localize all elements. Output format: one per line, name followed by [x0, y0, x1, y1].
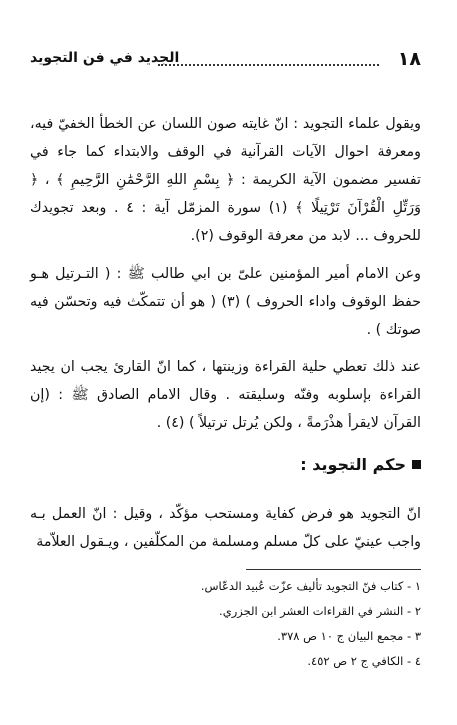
footnote-2: ٢ - النشر في القراءات العشر ابن الجزري.: [219, 604, 421, 618]
footnote-3: ٣ - مجمع البيان ج ١٠ ص ٣٧٨.: [277, 629, 421, 643]
page-header: [30, 48, 421, 76]
footnote-1: ١ - كتاب فنّ التجويد تأليف عزّت عُبيد الدعّاس.: [200, 579, 421, 593]
section-heading-text: حكم التجويد :: [300, 455, 406, 474]
square-bullet-icon: [412, 460, 421, 469]
footnote-4: ٤ - الكافي ج ٢ ص ٤٥٢.: [307, 654, 421, 668]
running-title: الجديد في فن التجويد: [30, 50, 180, 66]
footnotes: [30, 574, 421, 674]
paragraph-1: ويقول علماء التجويد : انّ غايته صون اللسان عن الخطأ الخفيّ فيه، ومعرفة احوال الآيات القرآنية في الوقف والابتداء كما جاء في تفسير مضمون الآية الكريمة : ﴿ بِسْمِ اللهِ الرَّحْمَٰنِ الرَّحِيمِ ﴾ ، ﴿ وَرَتِّلِ الْقُرْآنَ تَرْتِيلًا ﴾ (١) سورة المزمّل آية : ٤ . وبعد تجويدك للحروف ... لابد من معرفة الوقوف (٢).: [30, 116, 421, 245]
page-number: ١٨: [397, 48, 421, 70]
section-heading: [300, 455, 421, 474]
header-dot-leader: [158, 64, 379, 66]
footnote-separator: [246, 569, 421, 570]
paragraph-3: عند ذلك تعطي حلية القراءة وزينتها ، كما انّ القارئ يجب ان يجيد القراءة بإسلوبه وفنّه وسليقته . وقال الامام الصادق ﷺ : (إن القرآن لايقرأ هذْرَمةً ، ولكن يُرتل ترتيلاً ) (٤) .: [30, 359, 421, 432]
paragraph-2: وعن الامام أمير المؤمنين علىّ بن ابي طالب ﷺ : ( التـرتيل هـو حفظ الوقوف واداء الحروف ) (٣) ( هو أن تتمكّث فيه وتحسّن فيه صوتك ) .: [30, 266, 421, 339]
paragraph-4: انّ التجويد هو فرض كفاية ومستحب مؤكّد ، وقيل : انّ العمل بـه واجب عينيّ على كلّ مسلم ومسلمة من المكلّفين ، ويـقول العلاّمة: [30, 506, 421, 551]
